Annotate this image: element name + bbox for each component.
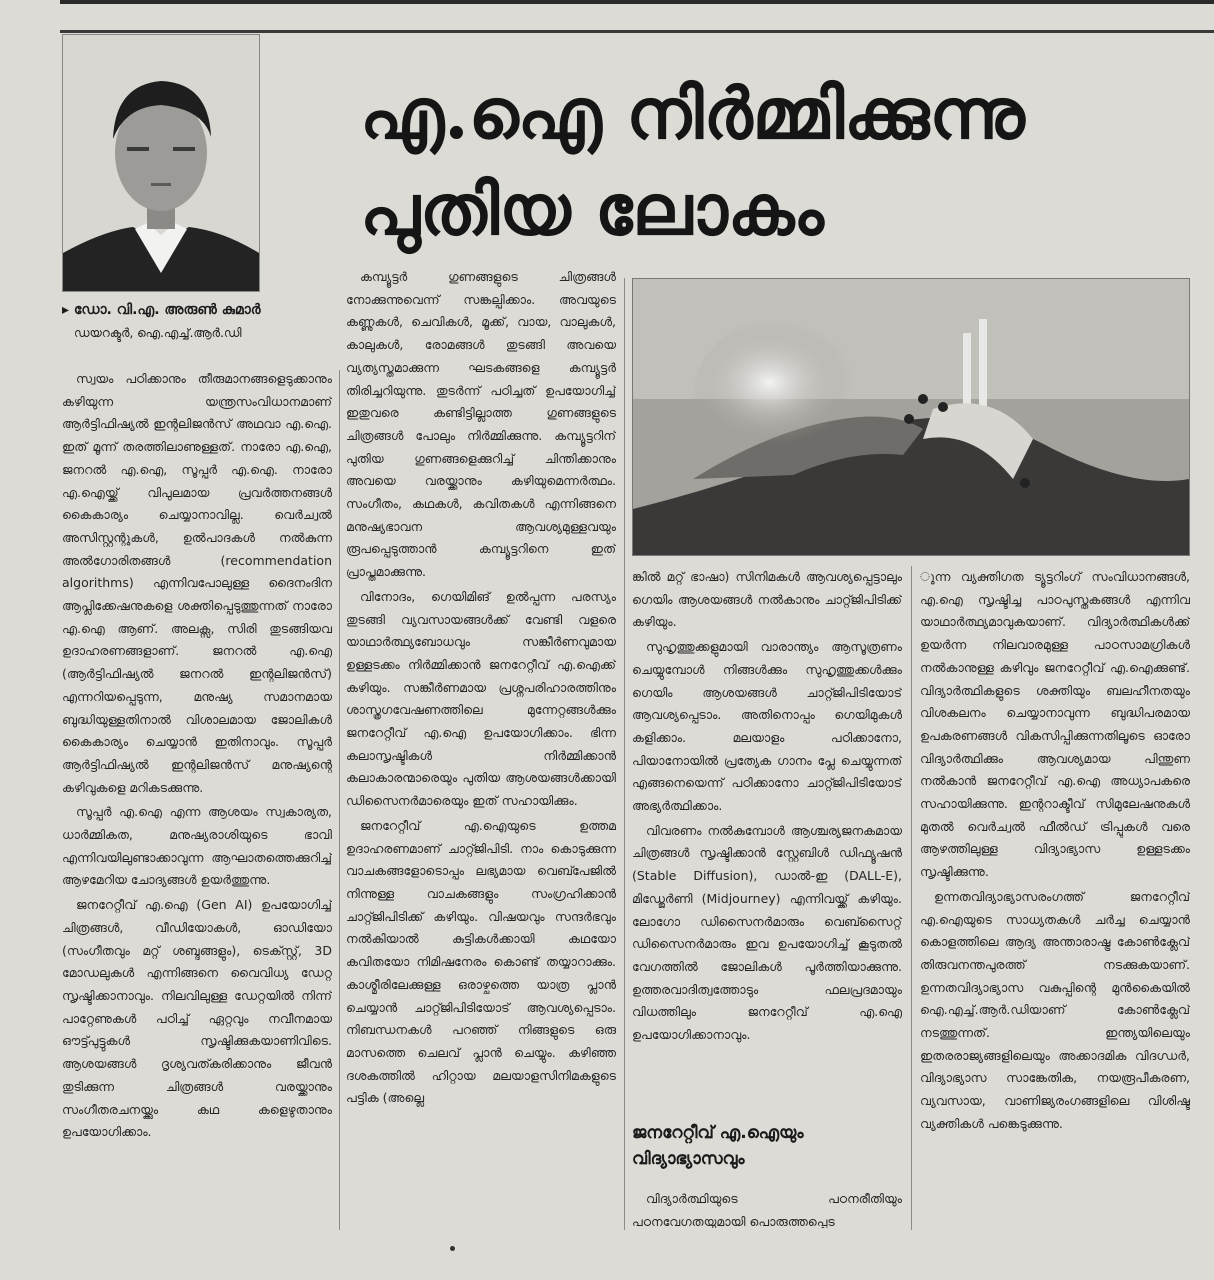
paragraph: സുഹൃത്തുക്കളുമായി വാരാന്ത്യം ആസൂത്രണം ചെയ്യുമ്പോൾ നിങ്ങൾക്കും സുഹൃത്തുക്കൾക്കും ഗെയിം ആശയങ്ങൾ ചാറ്റ്ജിപിടിയോട് ആവശ്യപ്പെടാം. അതിനൊപ്പം ഗെയിമുകൾ കളിക്കാം. മലയാളം പഠിക്കാനോ, പിയാനോയിൽ പ്രത്യേക ഗാനം പ്ലേ ചെയ്യുന്നത് എങ്ങനെയെന്ന് പഠിക്കാനോ ചാറ്റ്ജിപിടിയോട് അഭ്യർത്ഥിക്കാം. xyxy=(632,639,902,814)
page-mark xyxy=(450,1246,455,1251)
article-column-3 xyxy=(632,566,902,1092)
top-rule xyxy=(60,0,1214,4)
paragraph: സൂപ്പർ എ.ഐ എന്ന ആശയം സ്വകാര്യത, ധാർമ്മികത, മനുഷ്യരാശിയുടെ ഭാവി എന്നിവയിലുണ്ടാക്കാവുന്ന ആഘാതത്തെക്കുറിച്ച് ആഴമേറിയ ചോദ്യങ്ങൾ ഉയർത്തുന്നു. xyxy=(62,804,332,888)
paragraph: ജനറേറ്റീവ് എ.ഐ (Gen AI) ഉപയോഗിച്ച് ചിത്രങ്ങൾ, വീഡിയോകൾ, ഓഡിയോ (സംഗീതവും മറ്റ് ശബ്ദങ്ങളും), ടെക്സ്റ്റ്, 3D മോഡലുകൾ എന്നിങ്ങനെ വൈവിധ്യ ഡേറ്റ സൃഷ്ടിക്കാനാവും. നിലവിലുള്ള ഡേറ്റയിൽ നിന്ന് പാറ്റേണുകൾ പഠിച്ച് ഏറ്റവും നവീനമായ ഔട്ട്പുട്ടുകൾ സൃഷ്ടിക്കുകയാണിവിടെ. ആശയങ്ങൾ ദൃശ്യവത്കരിക്കാനും ജീവൻ തുടിക്കുന്ന ചിത്രങ്ങൾ വരയ്ക്കാനും സംഗീതരചനയ്ക്കും കഥ കളെഴുതാനും ഉപയോഗിക്കാം. xyxy=(62,897,332,1140)
headline-line-2: പുതിയ ലോകം xyxy=(360,168,824,251)
column-divider xyxy=(624,278,625,1230)
article-column-2 xyxy=(346,266,616,1218)
author-role: ഡയറക്ടർ, ഐ.എച്ച്.ആർ.ഡി xyxy=(74,326,242,340)
paragraph: വിവരണം നൽകുമ്പോൾ ആശ്ചര്യജനകമായ ചിത്രങ്ങൾ സൃഷ്ടിക്കാൻ സ്റ്റേബിൾ ഡിഫ്യൂഷൻ (Stable Diffusion), ഡാൽ-ഇ (DALL-E), മിഡ്ജേർണി (Midjourney) എന്നിവയ്ക്ക് കഴിയും. ലോഗോ ഡിസൈനർമാരും വെബ്സൈറ്റ് ഡിസൈനർമാരും ഇവ ഉപയോഗിച്ച് കൂടുതൽ വേഗത്തിൽ ജോലികൾ പൂർത്തിയാക്കുന്നു. ഉത്തരവാദിത്വത്തോടും ഫലപ്രദമായും വിധത്തിലും ജനറേറ്റീവ് എ.ഐ ഉപയോഗിക്കാനാവും. xyxy=(632,822,902,1043)
headline-line-1: എ.ഐ നിർമ്മിക്കുന്നു xyxy=(360,72,1025,155)
paragraph: ങ്കിൽ മറ്റ് ഭാഷാ) സിനിമകൾ ആവശ്യപ്പെട്ടാലും ഗെയിം ആശയങ്ങൾ നൽകാനും ചാറ്റ്ജിപിടിക്ക് കഴിയും. xyxy=(632,569,902,630)
article-column-3-continued xyxy=(632,1188,902,1228)
paragraph: കമ്പ്യൂട്ടർ ഗുണങ്ങളുടെ ചിത്രങ്ങൾ നോക്കുന്നുവെന്ന് സങ്കല്പിക്കാം. അവയുടെ കണ്ണുകൾ, ചെവികൾ, മൂക്ക്, വായ, വാലുകൾ, കാലുകൾ, രോമങ്ങൾ തുടങ്ങി അവയെ വ്യത്യസ്തമാക്കുന്ന ഘടകങ്ങളെ കമ്പ്യൂട്ടർ തിരിച്ചറിയുന്നു. തുടർന്ന് പഠിച്ചത് ഉപയോഗിച്ച് ഇതുവരെ കണ്ടിട്ടില്ലാത്ത ഗുണങ്ങളുടെ ചിത്രങ്ങൾ പോലും നിർമ്മിക്കുന്നു. കമ്പ്യൂട്ടറിന് പുതിയ ഗുണങ്ങളെക്കുറിച്ച് ചിന്തിക്കാനും അവയെ വരയ്ക്കാനും കഴിയുമെന്നർത്ഥം. സംഗീതം, കഥകൾ, കവിതകൾ എന്നിങ്ങനെ മനുഷ്യഭാവന ആവശ്യമുള്ളവയും രൂപപ്പെടുത്താൻ കമ്പ്യൂട്ടറിനെ ഇത് പ്രാപ്തമാക്കുന്നു. xyxy=(346,269,616,580)
article-column-4 xyxy=(920,566,1190,1230)
article-column-1 xyxy=(62,368,332,1216)
paragraph: വിനോദം, ഗെയിമിങ് ഉൽപ്പന്ന പരസ്യം തുടങ്ങി വ്യവസായങ്ങൾക്ക് വേണ്ടി വളരെ യാഥാർത്ഥ്യബോധവും സങ്കീർണവുമായ ഉള്ളടക്കം നിർമ്മിക്കാൻ ജനറേറ്റീവ് എ.ഐക്ക് കഴിയും. സങ്കീർണമായ പ്രശ്നപരിഹാരത്തിനും ശാസ്ത്രഗവേഷണത്തിലെ മുന്നേറ്റങ്ങൾക്കും ജനറേറ്റീവ് എ.ഐ ഉപയോഗിക്കാം. ഭിന്ന കലാസൃഷ്ടികൾ നിർമ്മിക്കാൻ കലാകാരന്മാരെയും പുതിയ ആശയങ്ങൾക്കായി ഡിസൈനർമാരെയും ഇത് സഹായിക്കും. xyxy=(346,588,616,809)
author-name: ▸ ഡോ. വി.എ. അരുൺ കുമാർ xyxy=(62,302,261,318)
paragraph: ജനറേറ്റീവ് എ.ഐയുടെ ഉത്തമ ഉദാഹരണമാണ് ചാറ്റ്ജിപിടി. നാം കൊടുക്കുന്ന വാചകങ്ങളോടൊപ്പം ലഭ്യമായ വെബ്പേജിൽ നിന്നുള്ള വാചകങ്ങളും സംഗ്രഹിക്കാൻ ചാറ്റ്ജിപിടിക്ക് കഴിയും. വിഷയവും സന്ദർഭവും നൽകിയാൽ കുട്ടികൾക്കായി കഥയോ കവിതയോ നിമിഷനേരം കൊണ്ട് തയ്യാറാക്കും. കാശ്മീരിലേക്കുള്ള ഒരാഴ്ചത്തെ യാത്ര പ്ലാൻ ചെയ്യാൻ ചാറ്റ്ജിപിടിയോട് ആവശ്യപ്പെടാം. നിബന്ധനകൾ പറഞ്ഞ് നിങ്ങളുടെ ഒരു മാസത്തെ ചെലവ് പ്ലാൻ ചെയ്യും. കഴിഞ്ഞ ദശകത്തിൽ ഹിറ്റായ മലയാളസിനിമകളുടെ പട്ടിക (അല്ലെ xyxy=(346,817,616,1106)
column-divider xyxy=(339,370,340,1230)
paragraph: സ്വയം പഠിക്കാനും തീരുമാനങ്ങളെടുക്കാനും കഴിയുന്ന യന്ത്രസംവിധാനമാണ് ആർട്ടിഫിഷ്യൽ ഇന്റലിജൻസ് അഥവാ എ.ഐ. ഇത് മൂന്ന് തരത്തിലാണുള്ളത്. നാരോ എ.ഐ, ജനറൽ എ.ഐ, സൂപ്പർ എ.ഐ. നാരോ എ.ഐയ്ക്ക് വിപുലമായ പ്രവർത്തനങ്ങൾ കൈകാര്യം ചെയ്യാനാവില്ല. വെർച്വൽ അസിസ്റ്റന്റുകൾ, ഉൽപാദകൾ നൽകുന്ന അൽഗോരിതങ്ങൾ (recommendation algorithms) എന്നിവപോലുള്ള ദൈനംദിന ആപ്ലിക്കേഷനുകളെ ശക്തിപ്പെടുത്തുന്നത് നാരോ എ.ഐ ആണ്. അലക്സ, സിരി തുടങ്ങിയവ ഉദാഹരണങ്ങളാണ്. ജനറൽ എ.ഐ (ആർട്ടിഫിഷ്യൽ ജനറൽ ഇന്റലിജൻസ്) എന്നറിയപ്പെടുന്ന, മനുഷ്യ സമാനമായ ബുദ്ധിയുള്ളതിനാൽ വിശാലമായ ജോലികൾ കൈകാര്യം ചെയ്യാൻ ഇതിനാവും. സൂപ്പർ ആർട്ടിഫിഷ്യൽ ഇന്റലിജൻസ് മനുഷ്യന്റെ കഴിവുകളെ മറികടക്കുന്നു. xyxy=(62,371,332,795)
ai-illustration xyxy=(632,278,1190,556)
section-subheading: ജനറേറ്റീവ് എ.ഐയും വിദ്യാഭ്യാസവും xyxy=(632,1123,804,1169)
paragraph: വിദ്യാർത്ഥിയുടെ പഠനരീതിയും പഠനവേഗതയുമായി പൊരുത്തപ്പെട xyxy=(632,1191,902,1228)
header-rule xyxy=(60,30,1214,33)
headline xyxy=(360,66,1200,258)
author-photo xyxy=(62,34,260,292)
paragraph: ഉന്നതവിദ്യാഭ്യാസരംഗത്ത് ജനറേറ്റീവ് എ.ഐയുടെ സാധ്യതകൾ ചർച്ച ചെയ്യാൻ കൊളത്തിലെ ആദ്യ അന്താരാഷ്ട്ര കോൺക്ലേവ് തിരുവനന്തപുരത്ത് നടക്കുകയാണ്. ഉന്നതവിദ്യാഭ്യാസ വകുപ്പിന്റെ മുൻകൈയിൽ ഐ.എച്ച്.ആർ.ഡിയാണ് കോൺക്ലേവ് നടത്തുന്നത്. ഇന്ത്യയിലെയും ഇതരരാജ്യങ്ങളിലെയും അക്കാദമിക വിദഗ്ധർ, വിദ്യാഭ്യാസ സാങ്കേതിക, നയരൂപീകരണ, വ്യവസായ, വാണിജ്യരംഗങ്ങളിലെ വിശിഷ്ട വ്യക്തികൾ പങ്കെടുക്കുന്നു. xyxy=(920,888,1190,1131)
paragraph: ുന്ന വ്യക്തിഗത ട്യൂട്ടറിംഗ് സംവിധാനങ്ങൾ, എ.ഐ സൃഷ്ടിച്ച പാഠപുസ്തകങ്ങൾ എന്നിവ യാഥാർത്ഥ്യമാവുകയാണ്. വിദ്യാർത്ഥികൾക്ക് ഉയർന്ന നിലവാരമുള്ള പാഠസാമഗ്രികൾ നൽകാനുള്ള കഴിവും ജനറേറ്റീവ് എ.ഐക്കുണ്ട്. വിദ്യാർത്ഥികളുടെ ശക്തിയും ബലഹീനതയും വിശകലനം ചെയ്യാനാവുന്ന ബുദ്ധിപരമായ ഉപകരണങ്ങൾ വികസിപ്പിക്കുന്നതിലൂടെ ഓരോ വിദ്യാർത്ഥിക്കും ആവശ്യമായ പിന്തുണ നൽകാൻ ജനറേറ്റീവ് എ.ഐ അധ്യാപകരെ സഹായിക്കുന്നു. ഇന്ററാക്ടീവ് സിമുലേഷനുകൾ മുതൽ വെർച്വൽ ഫീൽഡ് ട്രിപ്പുകൾ വരെ ആഴത്തിലുള്ള വിദ്യാഭ്യാസ ഉള്ളടക്കം സൃഷ്ടിക്കുന്നു. xyxy=(920,569,1190,880)
column-divider xyxy=(911,566,912,1230)
